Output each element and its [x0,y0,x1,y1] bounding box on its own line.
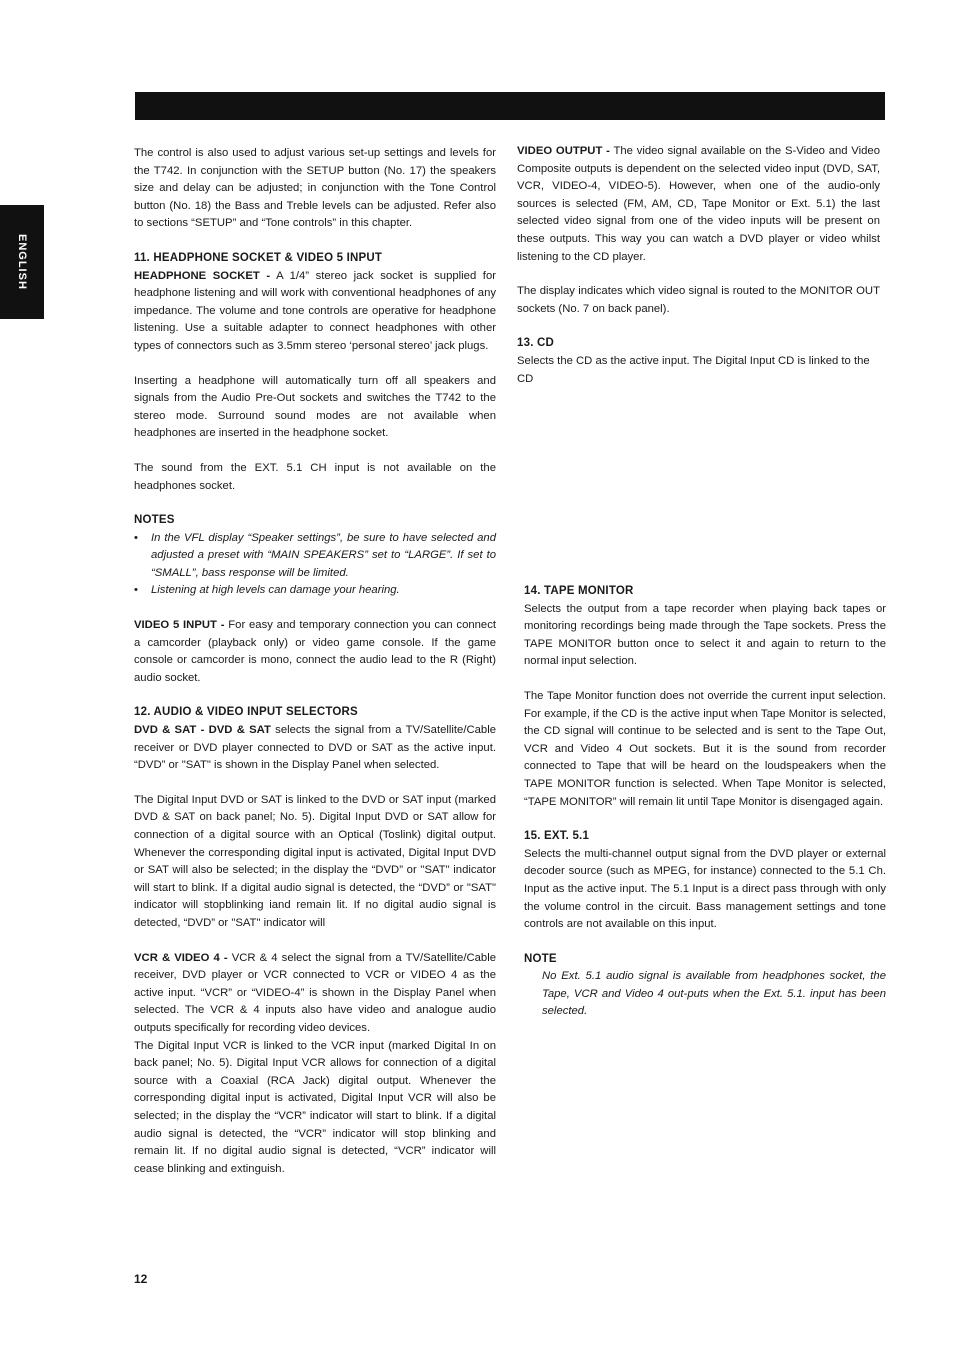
notes-heading: NOTES [134,514,175,527]
header-bar [135,92,885,120]
digital-dvd-sat-paragraph: The Digital Input DVD or SAT is linked to the DVD or SAT input (marked DVD & SAT on back panel; No. 5). Digital Input DVD or SAT allow for connection of a digital source with an Optical (Toslink) digital output. Whenever the corresponding digital input is activated, Digital Input DVD or SAT will also be selected; in the display the “DVD” or "SAT" indicator will start to blink. If a digital audio signal is detected, the “DVD” or "SAT" indicator will stopblinking iand remain lit. If no digital audio signal is detected, “DVD” or "SAT" indicator will [134,793,496,929]
tape-monitor-paragraph-2: The Tape Monitor function does not override the current input selection. For example, if the CD is the active input when Tape Monitor is selected, the CD signal will continue to be selected and is sent to the Tape Out, VCR and Video 4 Out sockets. But it is the sound from recorder connected to Tape that will be heard on the loudspeakers when the TAPE MONITOR function is selected. When Tape Monitor is selected, “TAPE MONITOR” will remain lit until Tape Monitor is disengaged again. [524,689,886,808]
video-output-paragraph [517,143,880,266]
ext51-headphone-paragraph: The sound from the EXT. 5.1 CH input is not available on the headphones socket. [134,461,496,492]
headphone-socket-lead: HEADPHONE SOCKET - [134,269,271,282]
dvd-sat-lead: DVD & SAT - DVD & SAT [134,724,271,737]
dvd-sat-paragraph [134,722,496,775]
video5-text: For easy and temporary connection you can connect a camcorder (playback only) or video game console. If the game console or camcorder is mono, connect the audio lead to the R (Right) audio socket. [134,619,496,684]
intro-paragraph: The control is also used to adjust various set-up settings and levels for the T742. In conjunction with the SETUP button (No. 17) the speakers size and delay can be adjusted; in conjunction with the Tone Control button (No. 18) the Bass and Treble levels can be adjusted. Refer also to sections “SETUP” and “Tone controls” in this chapter. [134,147,496,230]
note-text: No Ext. 5.1 audio signal is available from headphones socket, the Tape, VCR and Video 4 out-puts when the Ext. 5.1. input has been selected. [542,970,886,1018]
headphone-insert-paragraph: Inserting a headphone will automatically turn off all speakers and signals from the Audio Pre-Out sockets and switches the T742 to the stereo mode. Surround sound modes are not available when headphones are inserted in the headphone socket. [134,374,496,440]
video5-paragraph [134,617,496,687]
note-heading: NOTE [524,952,557,965]
vcr-video4-lead: VCR & VIDEO 4 - [134,951,228,964]
vcr-video4-text: VCR & 4 select the signal from a TV/Satellite/Cable receiver, DVD player or VCR connected to VCR or VIDEO 4 as the active input. “VCR” or “VIDEO-4” is shown in the Display Panel when selected. The VCR & 4 inputs also have video and analogue audio outputs specifically for recording video devices. [134,951,496,1034]
right-column-bottom [524,583,886,1021]
ext51-paragraph: Selects the multi-channel output signal from the DVD player or external decoder source (such as MPEG, for instance) connected to the 5.1 Ch. Input as the active input. The 5.1 Input is a direct pass through with only the volume control in the circuit. Bass management settings and tone controls are not available on this input. [524,847,886,931]
vcr-video4-paragraph [134,950,496,1038]
digital-vcr-paragraph: The Digital Input VCR is linked to the VCR input (marked Digital In on back panel; No. 5). Digital Input VCR allows for connection of a digital source with a Coaxial (RCA Jack) digital output. Whenever the corresponding digital input is activated, Digital Input VCR will also be selected; in the display the “VCR” indicator will start to blink. If a digital audio signal is detected, the “VCR” indicator will stop blinking and remain lit. If no digital audio signal is detected, “VCR” indicator will cease blinking and extinguish. [134,1039,496,1175]
video-output-lead: VIDEO OUTPUT - [517,145,610,157]
right-column-top [517,143,880,388]
language-tab [0,205,44,319]
dvd-sat-text: selects the signal from a TV/Satellite/Cable receiver or DVD player connected to DVD or SAT as the active input. “DVD” or "SAT" is shown in the Display Panel when selected. [134,724,496,772]
headphone-socket-text: A 1/4” stereo jack socket is supplied for headphone listening and will work with conventional headphones of any impedance. The volume and tone controls are operative for headphone listening. Use a suitable adapter to connect headphones with other types of connectors such as 3.5mm stereo ‘personal stereo’ jack plugs. [134,269,496,352]
section-15-heading: 15. EXT. 5.1 [524,830,590,843]
note-item: • In the VFL display “Speaker settings”, be sure to have selected and adjusted a preset with “MAIN SPEAKERS” set to “LARGE”. If set to “SMALL”, bass response will be limited. [151,530,496,583]
page-number: 12 [134,1272,148,1286]
video-output-text: The video signal available on the S-Video and Video Composite outputs is dependent on the selected video input (DVD, SAT, VCR, VIDEO-4, VIDEO-5). However, when one of the audio-only sources is selected (FM, AM, CD, Tape Monitor or Ext. 5.1) the last selected video signal from one of the video inputs will be present on these outputs. This way you can watch a DVD player or video whilst listening to the CD player. [517,145,881,263]
section-11-heading: 11. HEADPHONE SOCKET & VIDEO 5 INPUT [134,251,383,264]
section-12-heading: 12. AUDIO & VIDEO INPUT SELECTORS [134,706,358,719]
section-14-heading: 14. TAPE MONITOR [524,585,634,597]
monitor-out-paragraph: The display indicates which video signal is routed to the MONITOR OUT sockets (No. 7 on back panel). [517,285,880,315]
notes-list [134,530,496,600]
video5-lead: VIDEO 5 INPUT - [134,619,225,632]
language-tab-label: ENGLISH [16,234,28,290]
left-column [134,145,496,1178]
section-13-heading: 13. CD [517,337,554,350]
note-item: • Listening at high levels can damage your hearing. [151,582,496,600]
headphone-socket-paragraph [134,268,496,356]
cd-paragraph: Selects the CD as the active input. The Digital Input CD is linked to the CD [517,354,870,385]
tape-monitor-paragraph-1: Selects the output from a tape recorder when playing back tapes or monitoring recordings being made through the Tape sockets. Press the TAPE MONITOR button once to select it and again to return to the normal input selection. [524,602,886,668]
